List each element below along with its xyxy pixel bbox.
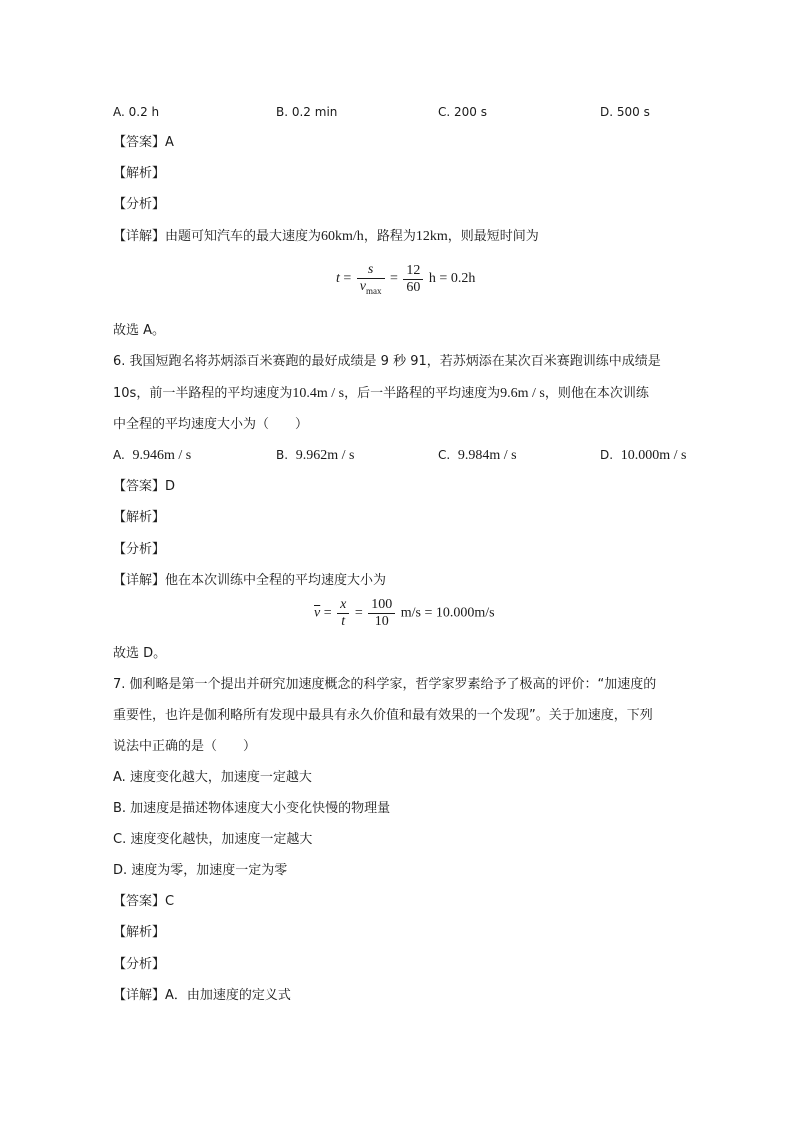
- q5-distance-value: 12km: [415, 229, 448, 244]
- q6-eq-den-2: 10: [368, 613, 395, 630]
- q6-eq-num-2: 100: [371, 597, 393, 612]
- q5-equation: [336, 262, 475, 296]
- q6-option-a: [113, 447, 191, 464]
- q6-detail-text: 他在本次训练中全程的平均速度大小为: [165, 573, 387, 588]
- q5-option-b: B. 0.2 min: [276, 105, 338, 119]
- q7-analysis-label: 【解析】: [113, 925, 166, 940]
- q6-option-d: [600, 447, 686, 464]
- q6-option-c-label: C.: [438, 448, 451, 462]
- q6-option-b-value: 9.962m / s: [295, 448, 355, 463]
- q6-detail-label: 【详解】: [113, 573, 166, 588]
- q5-option-a: A. 0.2 h: [113, 105, 160, 119]
- q6-analysis-label: 【解析】: [113, 510, 166, 525]
- q7-stem-line-3: 说法中正确的是（ ）: [113, 739, 257, 754]
- q7-fenxi-label: 【分析】: [113, 957, 166, 972]
- q6-stem-post: ，则他在本次训练: [544, 386, 649, 401]
- q7-option-d: D. 速度为零，加速度一定为零: [113, 863, 288, 878]
- q5-eq-den-2: 60: [403, 279, 423, 296]
- q7-detail-line: [113, 987, 291, 1005]
- q5-answer: 【答案】A: [113, 135, 174, 150]
- q5-option-c: C. 200 s: [438, 105, 487, 119]
- q6-option-d-value: 10.000m / s: [620, 448, 687, 463]
- q7-option-b: B. 加速度是描述物体速度大小变化快慢的物理量: [113, 801, 391, 816]
- q6-eq-frac-1: [337, 597, 349, 630]
- q7-option-a: A. 速度变化越大，加速度一定越大: [113, 770, 312, 785]
- q6-equation: [314, 597, 495, 630]
- q6-eq-equals-2: =: [354, 605, 363, 621]
- q6-stem-pre: 10s，前一半路程的平均速度为: [113, 386, 293, 401]
- q5-option-d: D. 500 s: [600, 105, 650, 119]
- q6-stem-line-2: [113, 385, 649, 403]
- q6-eq-num-1: x: [340, 597, 347, 612]
- q6-stem-line-3: 中全程的平均速度大小为（ ）: [113, 417, 309, 432]
- q7-stem-line-2: 重要性，也许是伽利略所有发现中最具有永久价值和最有效果的一个发现”。关于加速度，下列: [113, 708, 653, 723]
- q5-eq-equals-2: =: [390, 271, 398, 287]
- q5-eq-den-1-v: v: [359, 279, 367, 294]
- q7-detail-text: A．由加速度的定义式: [165, 988, 291, 1003]
- q6-option-c: [438, 447, 517, 464]
- q6-eq-rest: m/s = 10.000m/s: [400, 605, 495, 621]
- q6-stem-line-1: 6. 我国短跑名将苏炳添百米赛跑的最好成绩是 9 秒 91，若苏炳添在某次百米赛跑训练中成绩是: [113, 354, 661, 369]
- q5-eq-frac-2: [403, 263, 423, 296]
- q5-detail-mid: ，路程为: [363, 229, 416, 244]
- q6-eq-frac-2: [368, 597, 395, 630]
- q6-detail-line: [113, 572, 386, 590]
- q5-detail-line: [113, 228, 539, 246]
- q5-eq-num-1: s: [367, 262, 374, 277]
- q6-option-c-value: 9.984m / s: [457, 448, 517, 463]
- q6-stem-mid: ，后一半路程的平均速度为: [344, 386, 501, 401]
- q6-fenxi-label: 【分析】: [113, 542, 166, 557]
- q6-v2: 9.6m / s: [500, 386, 545, 401]
- q6-option-d-label: D.: [600, 448, 614, 462]
- q6-conclusion: 故选 D。: [113, 646, 167, 661]
- q7-detail-label: 【详解】: [113, 988, 166, 1003]
- q5-eq-t: t: [336, 271, 340, 287]
- q7-stem-line-1: 7. 伽利略是第一个提出并研究加速度概念的科学家，哲学家罗素给予了极高的评价：“加速度的: [113, 677, 657, 692]
- q5-conclusion: 故选 A。: [113, 323, 166, 338]
- q6-eq-equals-1: =: [323, 605, 332, 621]
- q6-option-a-value: 9.946m / s: [132, 448, 192, 463]
- q6-option-b: [276, 447, 354, 464]
- q6-option-a-label: A.: [113, 448, 125, 462]
- q5-eq-frac-1: [357, 262, 385, 296]
- q6-option-b-label: B.: [276, 448, 289, 462]
- q5-speed-value: 60km/h: [321, 229, 364, 244]
- q7-option-c: C. 速度变化越快，加速度一定越大: [113, 832, 313, 847]
- q5-eq-equals-1: =: [343, 271, 352, 287]
- q5-eq-num-2: 12: [406, 262, 421, 278]
- q5-detail-post: ，则最短时间为: [447, 229, 539, 244]
- q5-analysis-label: 【解析】: [113, 166, 166, 181]
- q5-fenxi-label: 【分析】: [113, 197, 166, 212]
- q6-eq-v: $\overline{v}$: [314, 605, 321, 621]
- q5-detail-label: 【详解】: [113, 229, 166, 244]
- q6-v1: 10.4m / s: [292, 386, 345, 401]
- q5-eq-rest: h = 0.2h: [428, 271, 476, 287]
- q7-answer: 【答案】C: [113, 894, 175, 909]
- q6-answer: 【答案】D: [113, 479, 176, 494]
- q6-eq-den-1: t: [337, 613, 349, 630]
- q5-detail-pre: 由题可知汽车的最大速度为: [165, 229, 322, 244]
- q5-eq-den-1-sub: max: [366, 286, 382, 296]
